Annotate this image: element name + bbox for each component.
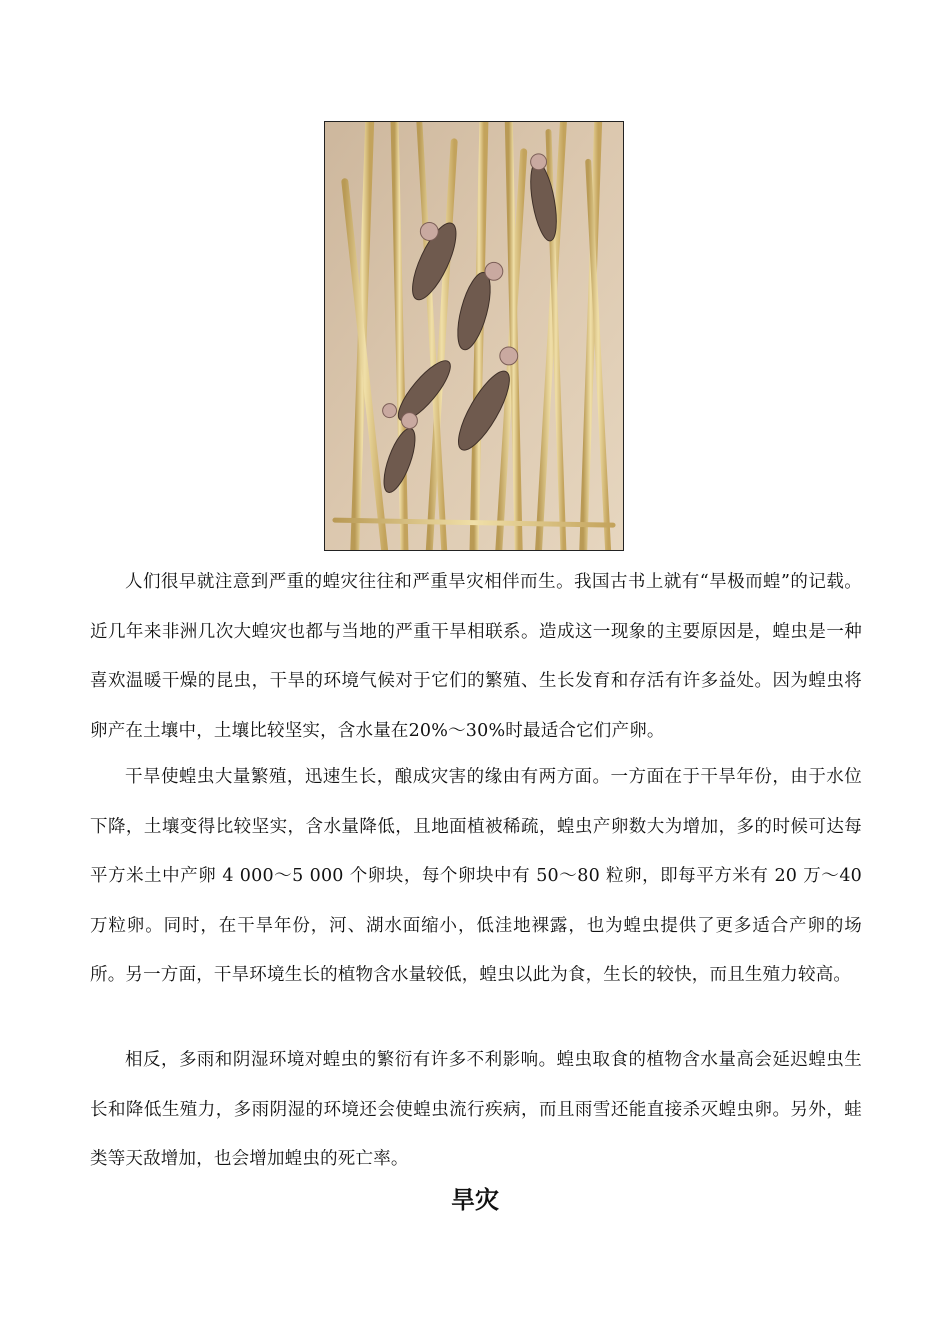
locust-photo	[324, 121, 624, 551]
section-heading: 旱灾	[451, 1186, 499, 1214]
paragraph-2	[90, 753, 862, 1001]
paragraph-1	[90, 558, 862, 756]
paragraph-text: 相反，多雨和阴湿环境对蝗虫的繁衍有许多不利影响。蝗虫取食的植物含水量高会延迟蝗虫生长和降低生殖力，多雨阴湿的环境还会使蝗虫流行疾病，而且雨雪还能直接杀灭蝗虫卵。另外，蛙类等天敌增加，也会增加蝗虫的死亡率。	[90, 1050, 862, 1169]
paragraph-text: 人们很早就注意到严重的蝗灾往往和严重旱灾相伴而生。我国古书上就有“旱极而蝗”的记载。近几年来非洲几次大蝗灾也都与当地的严重干旱相联系。造成这一现象的主要原因是，蝗虫是一种喜欢温暖干燥的昆虫，干旱的环境气候对于它们的繁殖、生长发育和存活有许多益处。因为蝗虫将卵产在土壤中，土壤比较坚实，含水量在20%～30%时最适合它们产卵。	[90, 572, 862, 741]
locust-illustration	[325, 122, 623, 550]
paragraph-3	[90, 1036, 862, 1185]
paragraph-text: 干旱使蝗虫大量繁殖，迅速生长，酿成灾害的缘由有两方面。一方面在于干旱年份，由于水位下降，土壤变得比较坚实，含水量降低，且地面植被稀疏，蝗虫产卵数大为增加，多的时候可达每平方米土中产卵 4 000～5 000 个卵块，每个卵块中有 50～80 粒卵，即每平方米有 20 万～40 万粒卵。同时，在干旱年份，河、湖水面缩小，低洼地裸露，也为蝗虫提供了更多适合产卵的场所。另一方面，干旱环境生长的植物含水量较低，蝗虫以此为食，生长的较快，而且生殖力较高。	[90, 767, 862, 985]
